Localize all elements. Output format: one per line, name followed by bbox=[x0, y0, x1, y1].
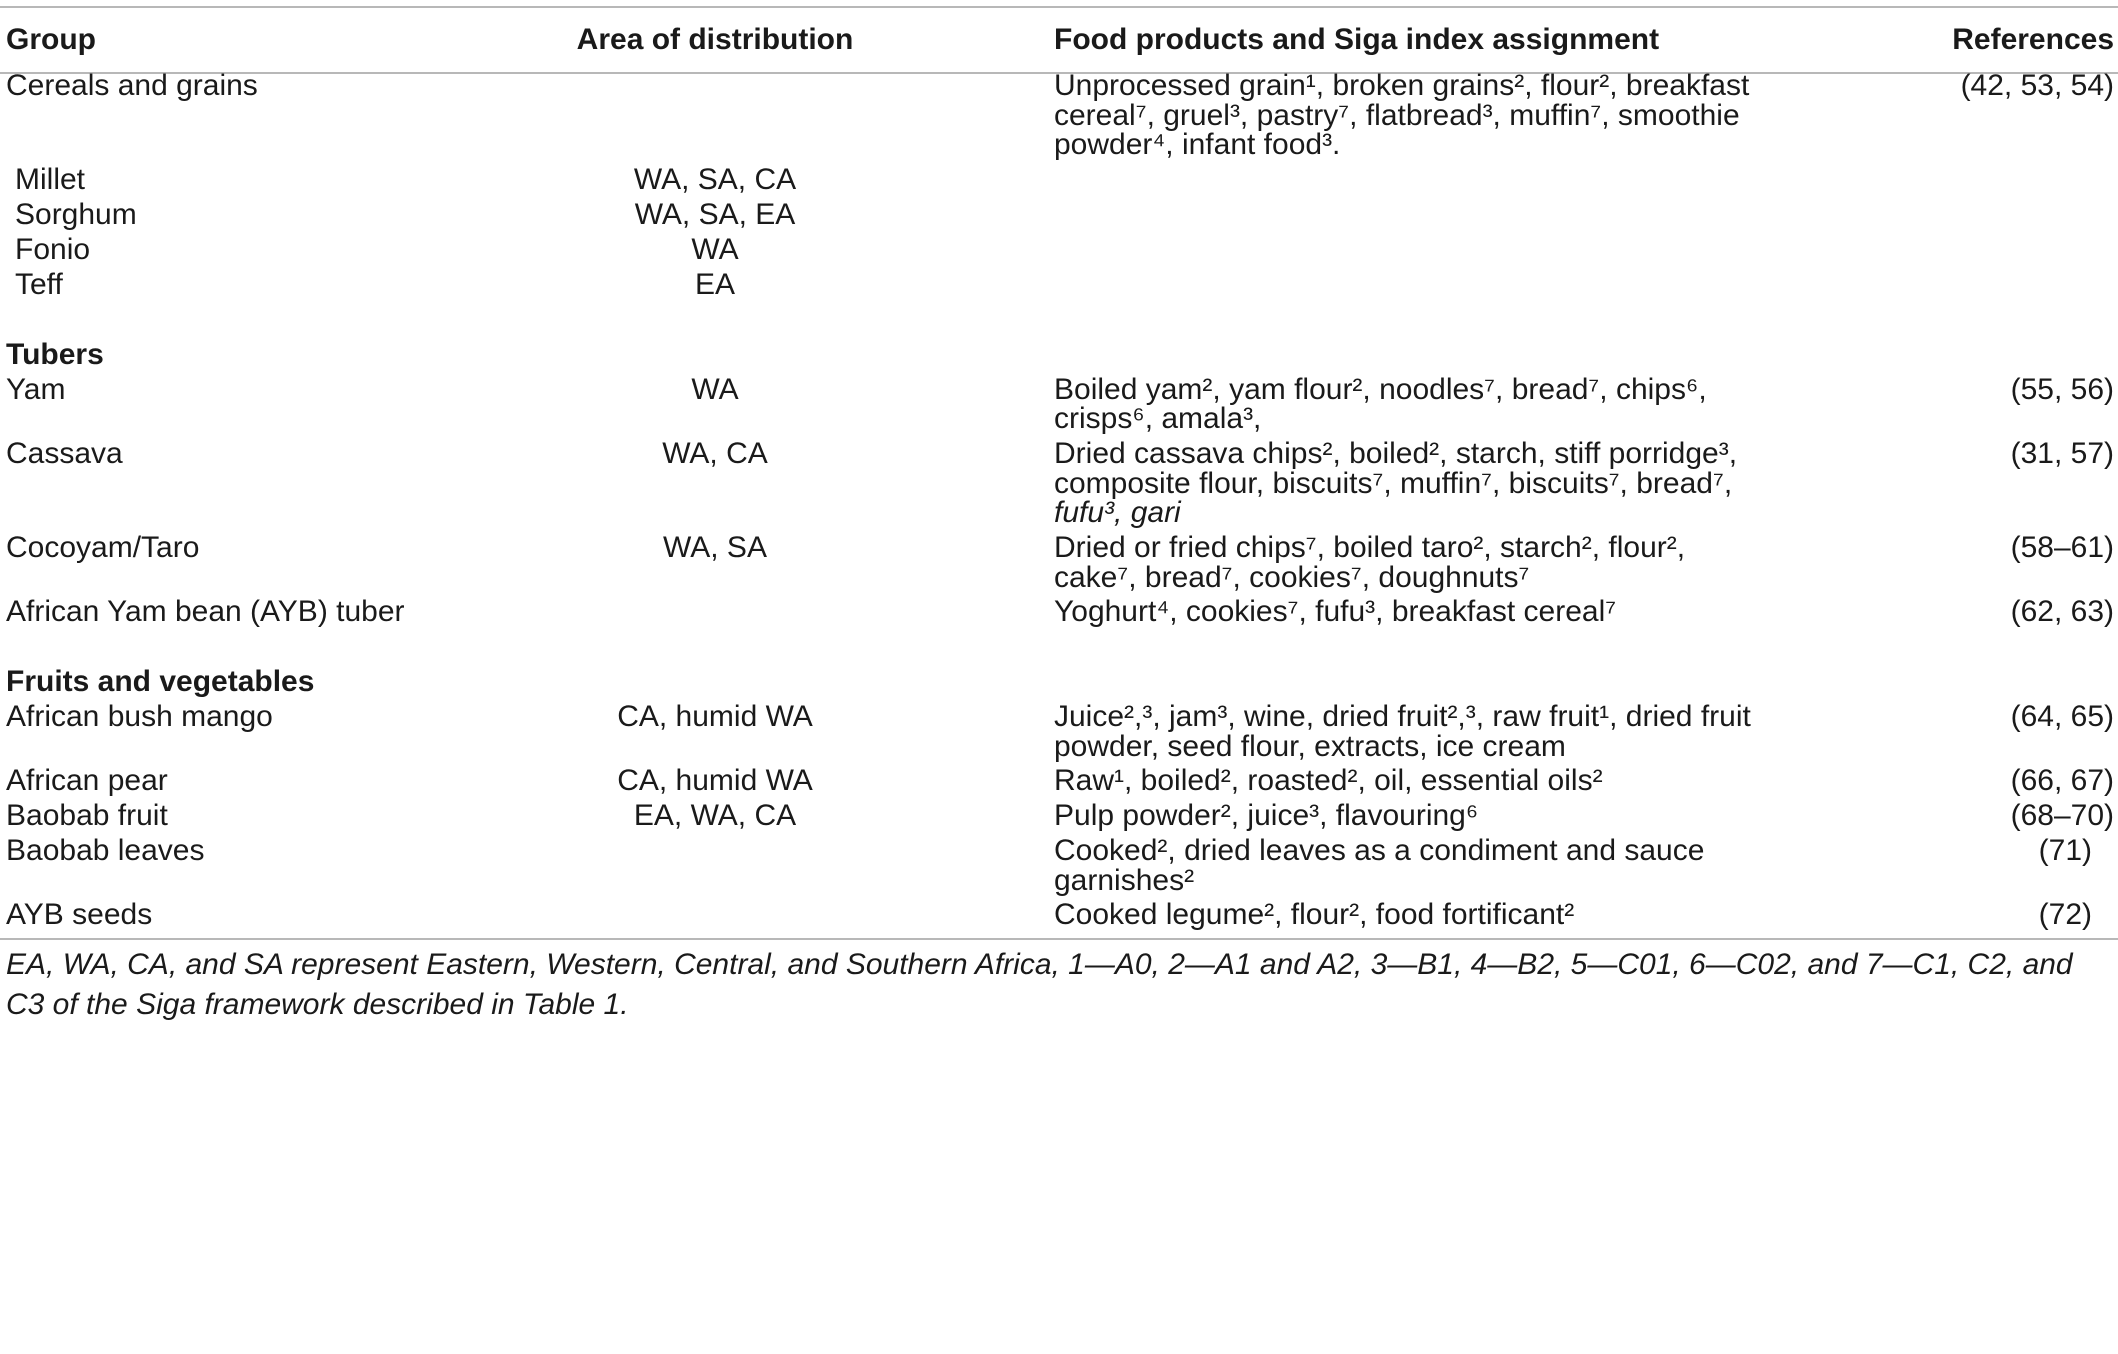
row-food-line: powder⁴, infant food³. bbox=[1054, 128, 1341, 161]
table-page: Group Area of distribution Food products and Siga index assignment References Cereals and grains Unprocessed grain¹, broken grains², flour², breakfast cereal⁷, gruel³, pastry⁷, flatbread³, muffin⁷, smoothie powder⁴, infant food³. (42, 53, 54) Millet WA, SA, CA Sorghum WA, SA, EA Fonio WA Teff EA Tubers Yam WA Boiled yam², yam flour², noodles⁷, bread⁷, chips⁶, crisps⁶, amala³, (55, 56) Cassava WA, CA Dried cassava chips², boiled², starch, stiff porridge³, composite flour, biscuits⁷, muffin⁷, biscuits⁷, bread⁷, fufu³, gari (31, 57) Cocoyam/Taro WA, SA Dried or fried chips⁷, boiled taro², starch², flour², cake⁷, bread⁷, cookies⁷, doughnuts⁷ (58–61) African Yam bean (AYB) tuber Yoghurt⁴, cookies⁷, fufu³, breakfast cereal⁷ (62, 63) Fruits and vegetables African bush mango CA, humid WA Juice²,³, jam³, wine, dried fruit²,³, raw fruit¹, dried fruit powder, seed flour, extracts, ice cream (64, 65) African pear CA, humid WA Raw¹, boiled², roasted², oil, essential oils² (66, 67) Baobab fruit EA, WA, CA Pulp powder², juice³, flavouring⁶ (68–70) Baobab leaves Cooked², dried leaves as a condiment and sauce garnishes² (71) AYB seeds Cooked legume², flour², food fortificant² (72) EA, WA, CA, and SA represent Eastern, Western, Central, and Southern Africa, 1—A0, 2—A1 and A2, 3—B1, 4—B2, 5—C01, 6—C02, and 7—C1, C2, and C3 of the Siga framework described in Table 1. bbox=[0, 0, 2118, 1354]
row-references: (72) bbox=[2038, 898, 2092, 931]
row-food-line: Cooked legume², flour², food fortificant² bbox=[1054, 898, 1575, 931]
row-food-line: Pulp powder², juice³, flavouring⁶ bbox=[1054, 799, 1479, 832]
row-food-line: Unprocessed grain¹, broken grains², flour², breakfast bbox=[1054, 69, 1750, 102]
header-food: Food products and Siga index assignment bbox=[1054, 23, 1660, 56]
row-references: (31, 57) bbox=[2010, 437, 2114, 470]
header-group: Group bbox=[6, 23, 96, 56]
row-group: Sorghum bbox=[15, 198, 137, 231]
row-references: (64, 65) bbox=[2010, 700, 2114, 733]
row-food-line: Boiled yam², yam flour², noodles⁷, bread⁷, chips⁶, bbox=[1054, 373, 1707, 406]
row-food-line: Juice²,³, jam³, wine, dried fruit²,³, raw fruit¹, dried fruit bbox=[1054, 700, 1751, 733]
row-group: Teff bbox=[15, 268, 63, 301]
row-group: African Yam bean (AYB) tuber bbox=[6, 595, 405, 628]
row-food-line: garnishes² bbox=[1054, 864, 1195, 897]
row-group: Fonio bbox=[15, 233, 91, 266]
row-references: (62, 63) bbox=[2010, 595, 2114, 628]
row-references: (71) bbox=[2038, 834, 2092, 867]
table-top-rule bbox=[0, 6, 2118, 8]
row-food-line: powder, seed flour, extracts, ice cream bbox=[1054, 730, 1566, 763]
row-food-line: cereal⁷, gruel³, pastry⁷, flatbread³, muffin⁷, smoothie bbox=[1054, 99, 1740, 132]
row-group: African pear bbox=[6, 764, 168, 797]
row-references: (55, 56) bbox=[2010, 373, 2114, 406]
row-food-line: cake⁷, bread⁷, cookies⁷, doughnuts⁷ bbox=[1054, 561, 1530, 594]
row-food-line: Yoghurt⁴, cookies⁷, fufu³, breakfast cereal⁷ bbox=[1054, 595, 1617, 628]
row-food-line: Cooked², dried leaves as a condiment and sauce bbox=[1054, 834, 1705, 867]
row-group: Baobab leaves bbox=[6, 834, 205, 867]
row-references: (66, 67) bbox=[2010, 764, 2114, 797]
row-group: Millet bbox=[15, 163, 86, 196]
table-footnote: EA, WA, CA, and SA represent Eastern, Western, Central, and Southern Africa, 1—A0, 2—A1 and A2, 3—B1, 4—B2, 5—C01, 6—C02, and 7—C1, C2, and C3 of the Siga framework described in Table 1. bbox=[6, 948, 2073, 1021]
table-bottom-rule bbox=[0, 938, 2118, 940]
row-group: Yam bbox=[6, 373, 66, 406]
row-food-line: Dried or fried chips⁷, boiled taro², starch², flour², bbox=[1054, 531, 1686, 564]
row-group: Cassava bbox=[6, 437, 123, 470]
section-heading: Tubers bbox=[6, 338, 104, 371]
row-references: (68–70) bbox=[2010, 799, 2114, 832]
row-food-line: crisps⁶, amala³, bbox=[1054, 402, 1262, 435]
row-group: Baobab fruit bbox=[6, 799, 168, 832]
header-references: References bbox=[1952, 23, 2114, 56]
section-heading: Fruits and vegetables bbox=[6, 665, 315, 698]
row-group: Cocoyam/Taro bbox=[6, 531, 200, 564]
row-group: AYB seeds bbox=[6, 898, 153, 931]
row-references: (58–61) bbox=[2010, 531, 2114, 564]
row-references: (42, 53, 54) bbox=[1960, 69, 2114, 102]
row-food-line: Dried cassava chips², boiled², starch, stiff porridge³, bbox=[1054, 437, 1738, 470]
row-group: African bush mango bbox=[6, 700, 273, 733]
row-food-line: composite flour, biscuits⁷, muffin⁷, biscuits⁷, bread⁷, bbox=[1054, 467, 1733, 500]
row-food-line: fufu³, gari bbox=[1054, 496, 1181, 529]
row-food-line: Raw¹, boiled², roasted², oil, essential oils² bbox=[1054, 764, 1603, 797]
row-group: Cereals and grains bbox=[6, 69, 258, 102]
